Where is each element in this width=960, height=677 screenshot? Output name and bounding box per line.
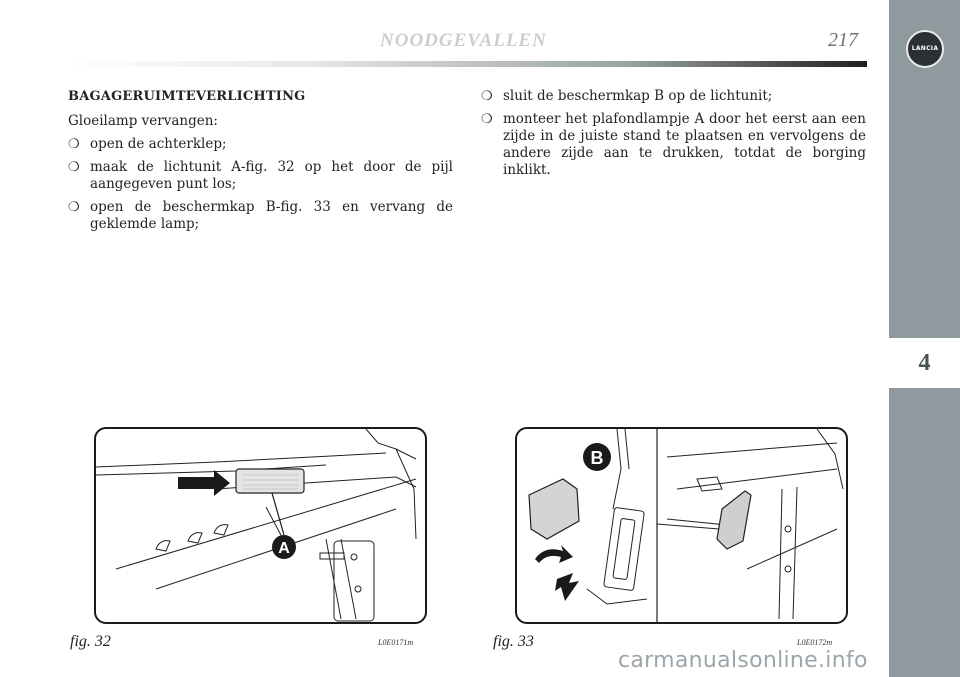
figure-32-caption: fig. 32 [70, 633, 111, 650]
watermark-text: carmanualsonline.info [618, 648, 868, 673]
lamp-unit-shape [236, 469, 304, 493]
down-arrow-icon [555, 573, 579, 601]
step-item: ❍ open de beschermkap B-fig. 33 en vervang de geklemde lamp; [68, 199, 453, 233]
lamp-replacement-drawing [517, 429, 846, 622]
figure-33-code: L0E0172m [797, 638, 833, 647]
intro-text: Gloeilamp vervangen: [68, 113, 218, 129]
lamp-location-drawing [96, 429, 425, 622]
step-item: ❍ open de achterklep; [68, 136, 453, 153]
chapter-number: 4 [918, 350, 931, 376]
figure-32-illustration [94, 427, 427, 624]
chapter-tab[interactable] [889, 338, 960, 388]
lancia-logo-icon [906, 30, 944, 68]
figure-32-code: L0E0171m [378, 638, 414, 647]
logo-text: LANCIA [911, 45, 939, 52]
left-column [68, 88, 453, 239]
figure-33-caption: fig. 33 [493, 633, 534, 650]
release-arrow-icon [178, 470, 230, 496]
label-b: B [590, 448, 604, 468]
lamp-housing-shape [717, 491, 751, 549]
page-number: 217 [828, 29, 858, 51]
right-column [481, 88, 866, 185]
protective-cap-shape [529, 479, 579, 539]
step-item: ❍ monteer het plafondlampje A door het eerst aan een zijde in de juiste stand te plaatsen en vervolgens de andere zijde aan te drukken, totdat de borging inklikt. [481, 111, 866, 179]
section-title: BAGAGERUIMTEVERLICHTING [68, 89, 306, 104]
open-arrow-icon [535, 545, 573, 563]
step-item: ❍ maak de lichtunit A-fig. 32 op het door de pijl aangegeven punt los; [68, 159, 453, 193]
header-rule [65, 61, 867, 67]
chapter-title: NOODGEVALLEN [380, 30, 547, 51]
step-item: ❍ sluit de beschermkap B op de lichtunit; [481, 88, 866, 105]
chapter-sidebar [889, 0, 960, 677]
figure-33-illustration [515, 427, 848, 624]
label-a: A [278, 540, 290, 557]
